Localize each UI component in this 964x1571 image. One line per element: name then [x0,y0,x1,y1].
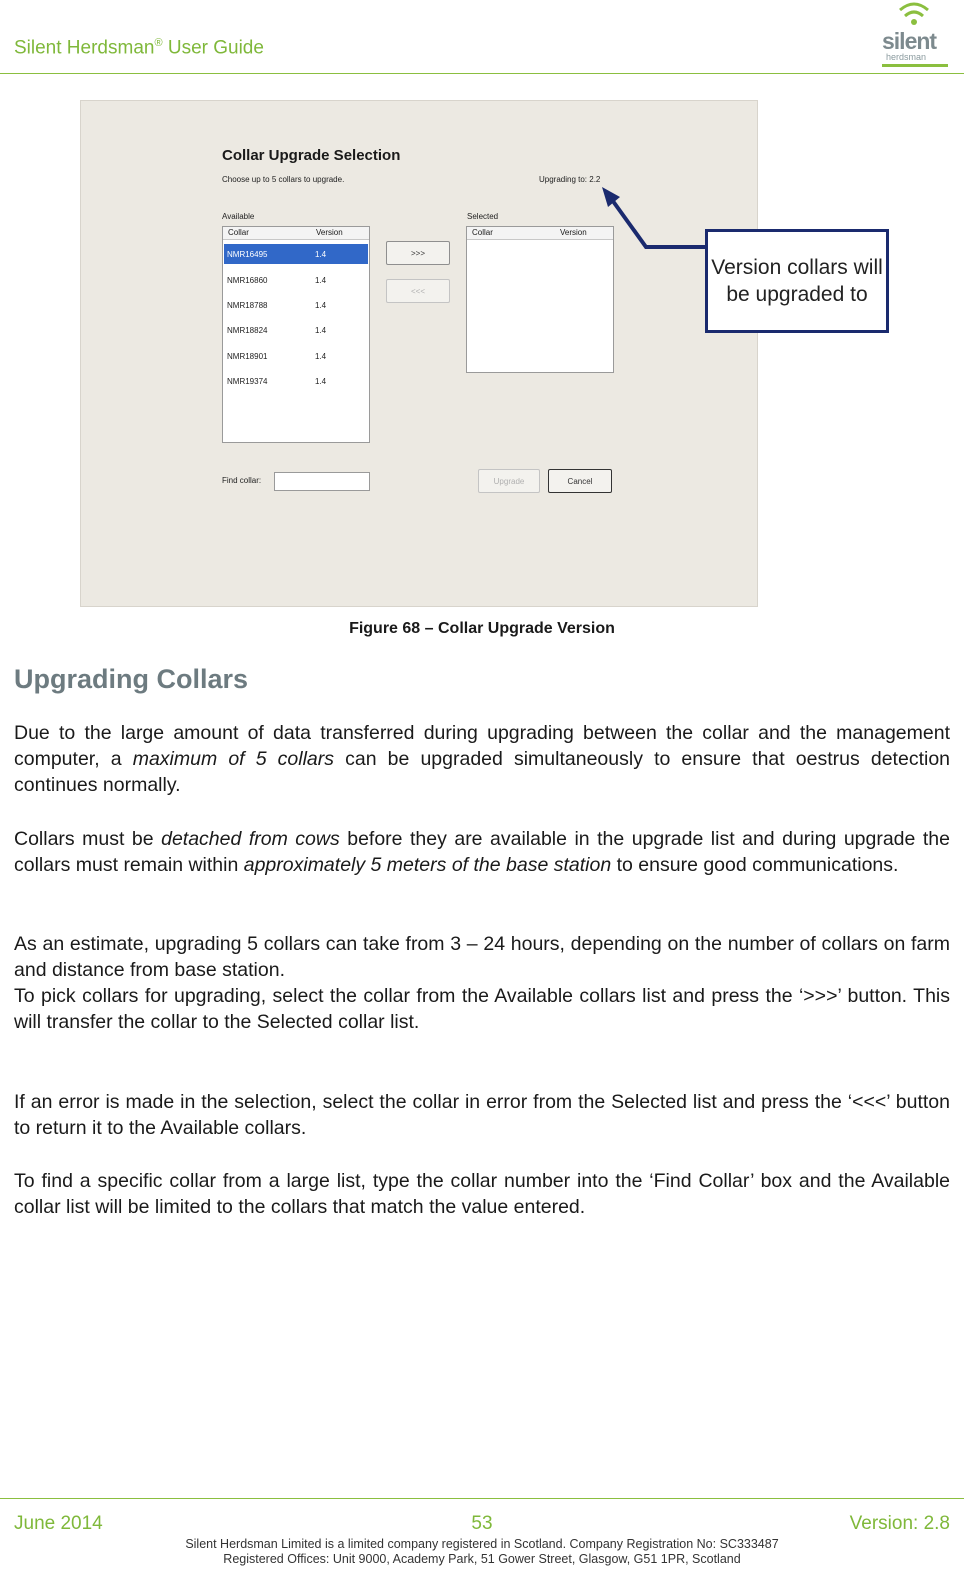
find-collar-label: Find collar: [222,476,262,485]
paragraph-4: To pick collars for upgrading, select the collar from the Available collars list and press the ‘>>>’ button. This will transfer the collar to the Selected collar list. [14,985,950,1033]
find-collar-input[interactable] [274,472,370,491]
selected-list-header: Collar Version [467,227,613,240]
footer-company-line: Silent Herdsman Limited is a limited company registered in Scotland. Company Registration No: SC333487 [185,1537,779,1551]
footer-address-line: Registered Offices: Unit 9000, Academy Park, 51 Gower Street, Glasgow, G51 1PR, Scotland [223,1552,741,1566]
upgrade-button[interactable]: Upgrade [478,469,540,493]
dialog-subtitle: Choose up to 5 collars to upgrade. [222,175,345,184]
paragraph-6: To find a specific collar from a large list, type the collar number into the ‘Find Collar’ box and the Available collar list will be limited to the collars that match the value entered. [14,1170,950,1218]
available-list-header: Collar Version [223,227,369,240]
list-item[interactable]: NMR19374 1.4 [227,377,327,386]
header-title: Silent Herdsman® User Guide [14,37,264,59]
footer-divider [0,1498,964,1499]
upgrading-to-label: Upgrading to: 2.2 [539,175,601,184]
paragraph-2: Collars must be detached from cows before they are available in the upgrade list and during upgrade the collars must remain within approximately 5 meters of the base station to ensure good communications. [14,828,950,876]
version-callout: Version collars will be upgraded to [705,229,889,333]
footer-version: Version: 2.8 [849,1513,950,1534]
list-item[interactable]: NMR16860 1.4 [227,276,327,285]
logo-bar [882,64,948,67]
dialog-title: Collar Upgrade Selection [222,147,401,164]
list-item[interactable]: NMR16495 1.4 [224,244,368,264]
available-label: Available [222,212,255,221]
remove-collar-button[interactable]: <<< [386,279,450,303]
signal-waves-icon [878,0,950,30]
callout-arrow-icon [590,185,720,255]
figure-caption: Figure 68 – Collar Upgrade Version [349,620,615,637]
cancel-button[interactable]: Cancel [548,469,612,493]
selected-label: Selected [467,212,499,221]
logo-word: silent [882,28,937,54]
available-collars-list[interactable] [222,226,370,443]
add-collar-button[interactable]: >>> [386,241,450,265]
page-number: 53 [471,1513,493,1534]
footer-date: June 2014 [14,1513,103,1534]
list-item[interactable]: NMR18901 1.4 [227,352,327,361]
list-item[interactable]: NMR18788 1.4 [227,301,327,310]
page-header [0,0,964,74]
section-heading: Upgrading Collars [14,664,249,694]
paragraph-1: Due to the large amount of data transferred during upgrading between the collar and the management computer, a maximum of 5 collars can be upgraded simultaneously to ensure that oestrus detection continues normally. [14,722,951,796]
collar-upgrade-screenshot [80,100,758,607]
silent-herdsman-logo [878,0,950,70]
logo-sub: herdsman [886,52,927,62]
paragraph-3: As an estimate, upgrading 5 collars can take from 3 – 24 hours, depending on the number of collars on farm and distance from base station. [14,933,950,981]
paragraph-5: If an error is made in the selection, select the collar in error from the Selected list and press the ‘<<<’ button to return it to the Available collars. [14,1091,950,1139]
list-item[interactable]: NMR18824 1.4 [227,326,327,335]
